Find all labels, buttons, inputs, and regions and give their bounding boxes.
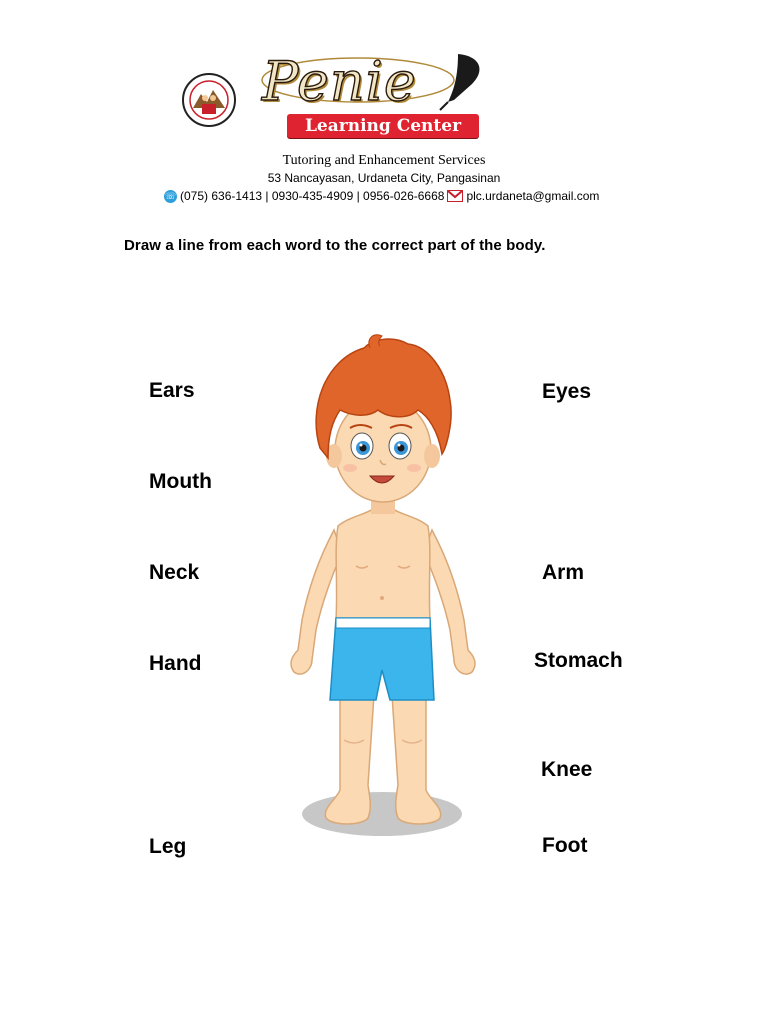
feather-icon (448, 54, 480, 102)
child-body-illustration (278, 330, 488, 840)
word-eyes: Eyes (542, 380, 592, 403)
word-hand: Hand (149, 652, 202, 675)
word-leg: Leg (149, 835, 187, 858)
word-stomach: Stomach (534, 649, 623, 672)
address-line: 53 Nancayasan, Urdaneta City, Pangasinan (267, 171, 501, 185)
mail-icon (447, 190, 463, 202)
school-seal-logo (181, 68, 237, 132)
phone-icon: ☏ (164, 190, 177, 201)
word-mouth: Mouth (149, 470, 212, 493)
services-line: Tutoring and Enhancement Services (282, 153, 486, 168)
word-foot: Foot (542, 834, 588, 857)
brand-subtitle: Learning Center (287, 114, 479, 138)
word-neck: Neck (149, 561, 200, 584)
word-arm: Arm (542, 561, 585, 584)
instruction: Draw a line from each word to the correct part of the body. (124, 237, 546, 254)
brand-name: Penie (262, 50, 417, 113)
phone-numbers: (075) 636-1413 | 0930-435-4909 | 0956-026-6668 (180, 189, 445, 203)
word-knee: Knee (541, 758, 593, 781)
email-address: plc.urdaneta@gmail.com (466, 189, 600, 203)
word-ears: Ears (149, 379, 195, 402)
contact-line (164, 189, 599, 203)
